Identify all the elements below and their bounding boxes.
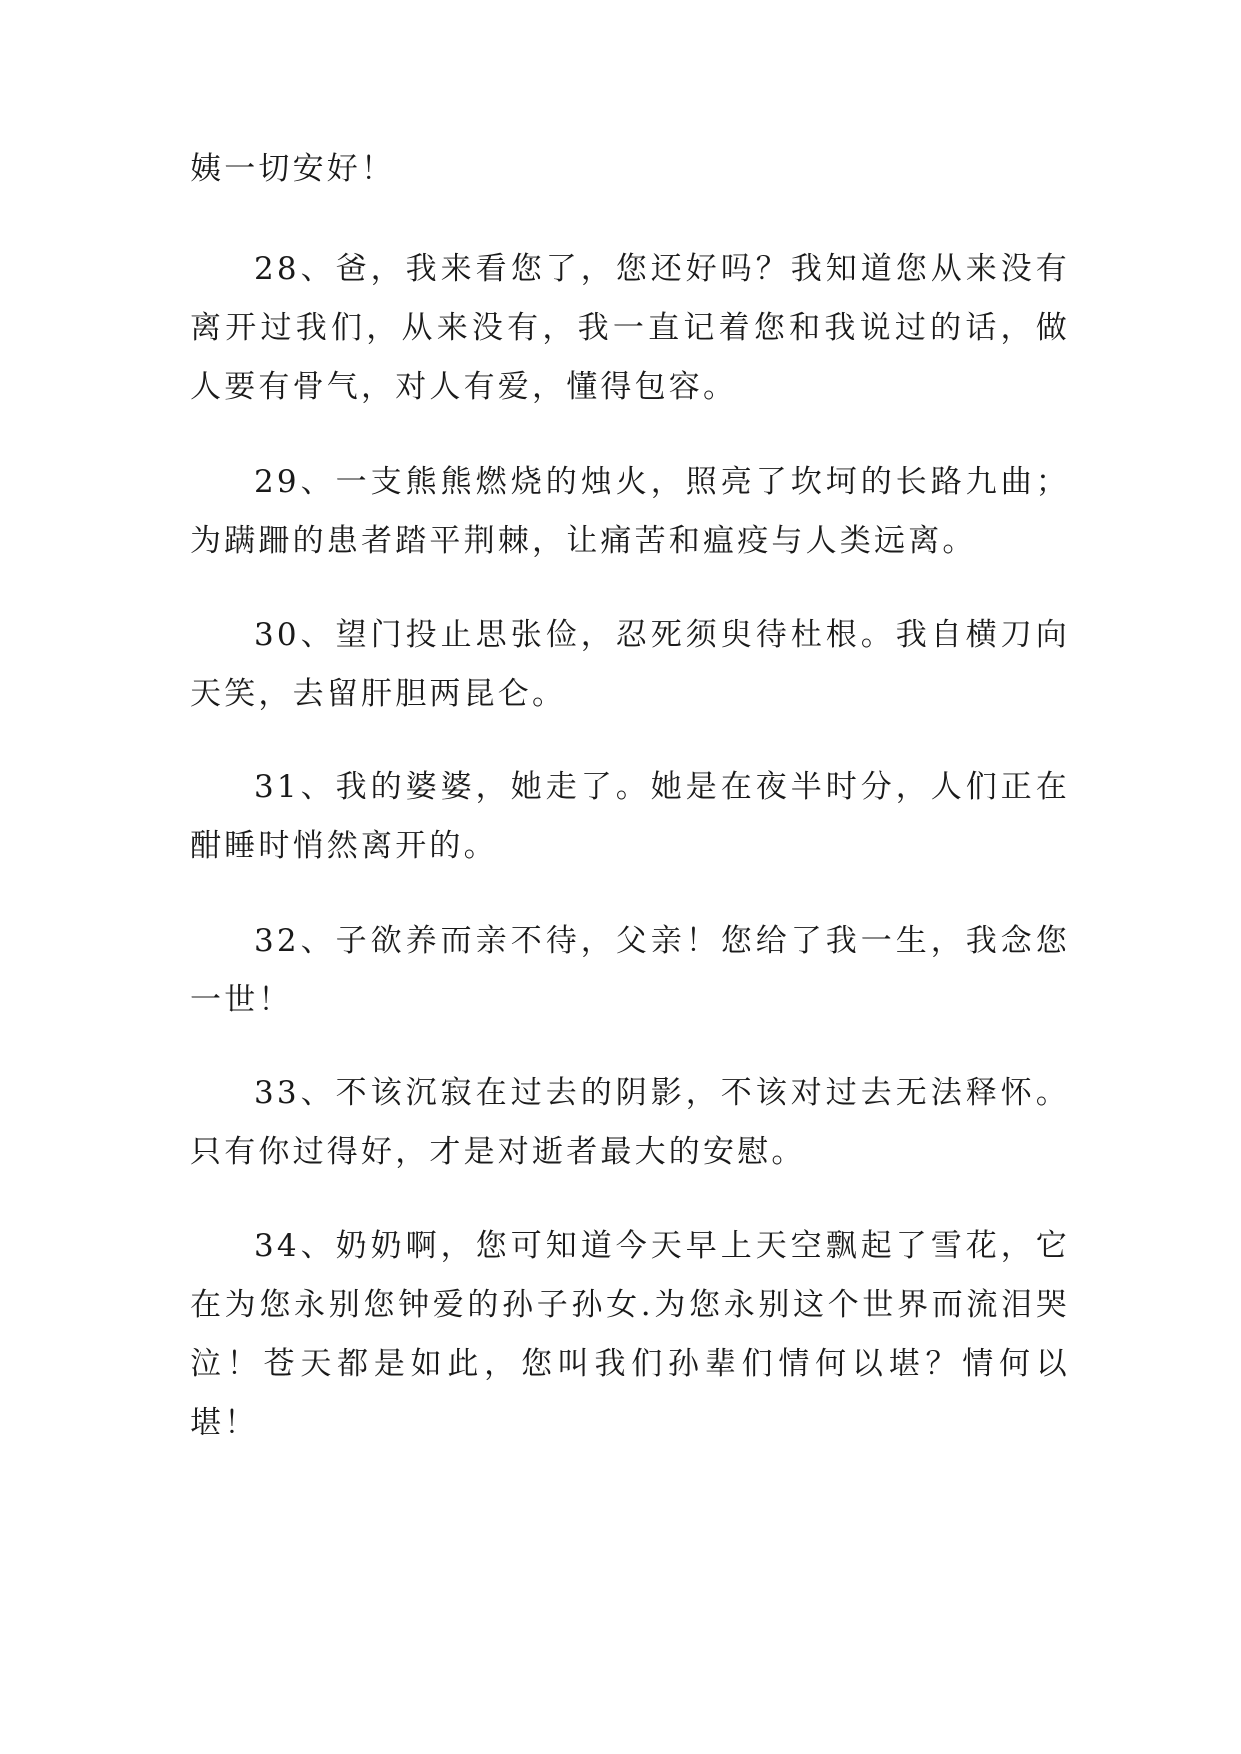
paragraph-33: 33、不该沉寂在过去的阴影，不该对过去无法释怀。只有你过得好，才是对逝者最大的安慰。 — [190, 1075, 1070, 1170]
paragraph-34: 34、奶奶啊，您可知道今天早上天空飘起了雪花，它在为您永别您钟爱的孙子孙女.为您永别这个世界而流泪哭泣！苍天都是如此，您叫我们孙辈们情何以堪？情何以堪！ — [190, 1228, 1070, 1441]
paragraph-30: 30、望门投止思张俭，忍死须臾待杜根。我自横刀向天笑，去留肝胆两昆仑。 — [190, 617, 1070, 712]
paragraph-29: 29、一支熊熊燃烧的烛火，照亮了坎坷的长路九曲；为蹒跚的患者踏平荆棘，让痛苦和瘟疫与人类远离。 — [190, 464, 1070, 559]
paragraph-31: 31、我的婆婆，她走了。她是在夜半时分，人们正在酣睡时悄然离开的。 — [190, 769, 1070, 864]
paragraph-28: 28、爸，我来看您了，您还好吗？我知道您从来没有离开过我们，从来没有，我一直记着您和我说过的话，做人要有骨气，对人有爱，懂得包容。 — [190, 251, 1070, 405]
paragraph-continuation: 姨一切安好！ — [190, 151, 396, 187]
paragraph-32: 32、子欲养而亲不待，父亲！您给了我一生，我念您一世！ — [190, 923, 1070, 1018]
